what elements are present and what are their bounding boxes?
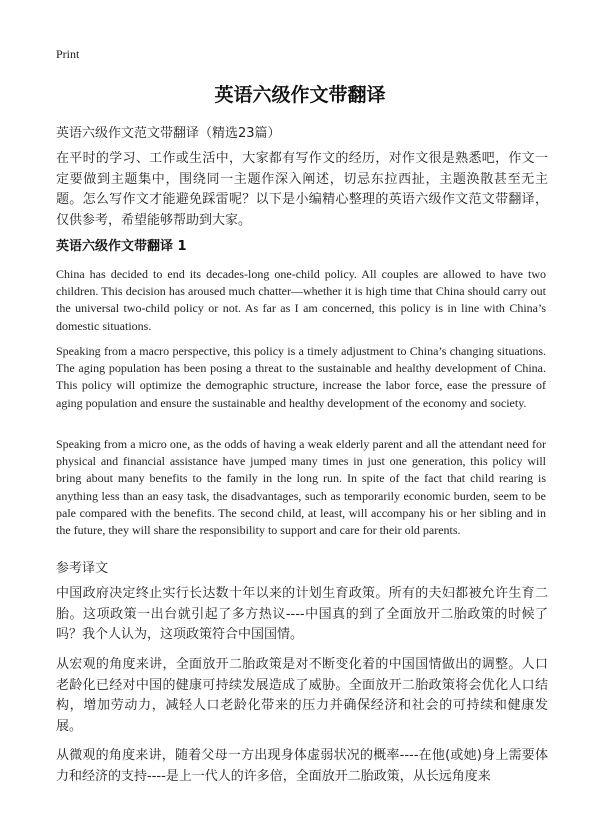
- english-paragraph-3: Speaking from a micro one, as the odds of having a weak elderly parent and all the attendant need for physical and financial assistance have jumped many times in just one generation, this policy will bring about many benefits to the family in the long run. In spite of the fact that child rearing is anything less than an easy task, the disadvantages, such as temporarily economic burden, seem to be pale compared with the benefits. The second child, at least, will accompany his or her sibling and in the future, they will share the responsibility to support and care for their old parents.: [56, 437, 546, 538]
- chinese-paragraph-3: 从微观的角度来讲，随着父母一方出现身体虚弱状况的概率----在他(或她)身上需要体力和经济的支持----是上一代人的许多倍，全面放开二胎政策，从长远角度来: [56, 748, 548, 784]
- chinese-paragraph-1: 中国政府决定终止实行长达数十年以来的计划生育政策。所有的夫妇都被允许生育二胎。这项政策一出台就引起了多方热议----中国真的到了全面放开二胎政策的时候了吗？我个人认为，这项政策符合中国国情。: [56, 586, 548, 642]
- chinese-paragraph-2: 从宏观的角度来讲，全面放开二胎政策是对不断变化着的中国国情做出的调整。人口老龄化已经对中国的健康可持续发展造成了威胁。全面放开二胎政策将会优化人口结构，增加劳动力，减轻人口老龄化带来的压力并确保经济和社会的可持续和健康发展。: [56, 657, 548, 734]
- document-title: 英语六级作文带翻译: [214, 84, 386, 106]
- document-subtitle: 英语六级作文范文带翻译（精选23篇）: [56, 126, 281, 141]
- intro-paragraph: 在平时的学习、工作或生活中，大家都有写作文的经历，对作文很是熟悉吧，作文一定要做到主题集中，围绕同一主题作深入阐述，切忌东拉西扯，主题涣散甚至无主题。怎么写作文才能避免踩雷呢？以下是小编精心整理的英语六级作文范文带翻译，仅供参考，希望能够帮助到大家。: [56, 151, 548, 228]
- section-heading: 英语六级作文带翻译 1: [56, 239, 187, 254]
- reference-translation-label: 参考译文: [56, 561, 109, 576]
- english-paragraph-1: China has decided to end its decades-long one-child policy. All couples are allowed to have two children. This decision has aroused much chatter—whether it is high time that China should carry out the universal two-child policy or not. As far as I am concerned, this policy is in line with China’s domestic situations.: [56, 267, 546, 333]
- print-label[interactable]: Print: [56, 47, 80, 61]
- english-paragraph-2: Speaking from a macro perspective, this policy is a timely adjustment to China’s changing situations. The aging population has been posing a threat to the sustainable and healthy development of China. This policy will optimize the demographic structure, increase the labor force, ease the pressure of aging population and ensure the sustainable and healthy development of the economy and society.: [56, 344, 546, 410]
